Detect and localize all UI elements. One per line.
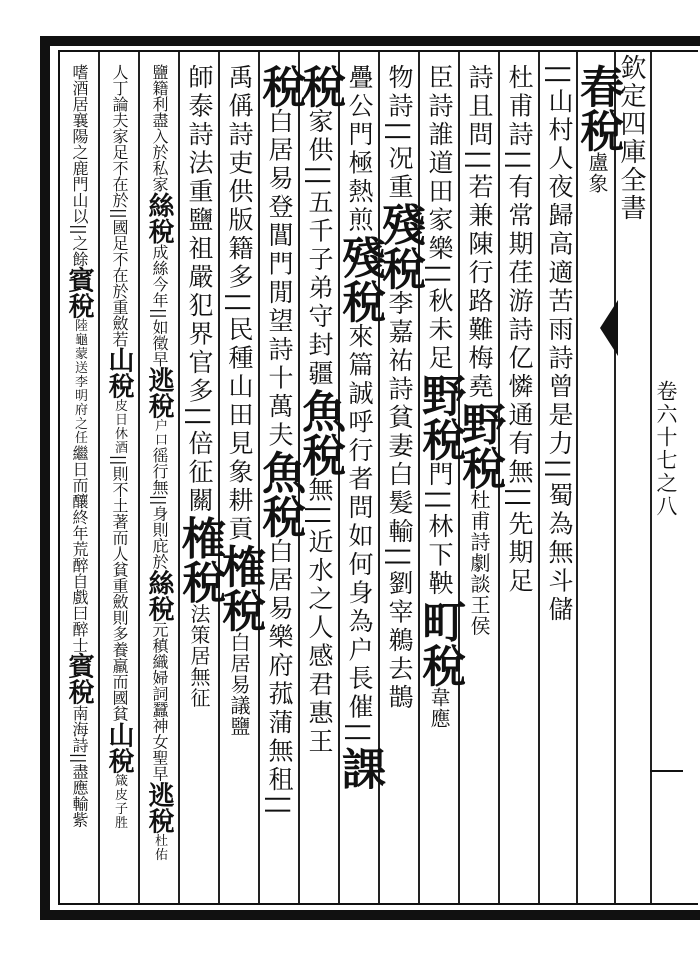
body-text: 嗜酒居襄陽之鹿門山以||之餘	[70, 64, 89, 267]
tax-term-heading: 山稅	[104, 721, 134, 774]
text-column	[414, 64, 465, 904]
tax-term-heading: 殘稅	[374, 201, 425, 290]
tax-term-heading: 榷稅	[174, 515, 225, 604]
tax-term-heading: 野稅	[414, 372, 465, 461]
tax-term-heading: 課	[334, 745, 385, 790]
small-annotation: 陸龜蒙送李明府之任	[72, 318, 87, 445]
text-column	[294, 64, 345, 904]
tax-term-heading: 逃稅	[144, 366, 174, 419]
body-text: 徭行無||身則庇於	[150, 446, 169, 570]
text-column	[572, 64, 623, 904]
tax-term-heading: 魚稅	[294, 388, 345, 477]
small-annotation: 法策居無征	[187, 603, 211, 709]
tax-term-heading: 賓稅	[64, 652, 94, 705]
tax-term-heading: 春稅	[572, 64, 623, 152]
tax-term-heading: 逃稅	[144, 781, 174, 834]
body-text: 門||林下鞅	[425, 460, 454, 599]
strip-dash	[650, 770, 683, 772]
text-column	[100, 64, 138, 904]
body-text: 禹偁詩吏供版籍多||民種山田見象耕貢	[225, 64, 254, 544]
body-text: ||山村人夜歸高適苦雨詩曾是力||蜀為無斗儲	[545, 64, 574, 625]
tax-term-heading: 町稅	[414, 598, 465, 687]
body-text: 元稹織婦詞蠶神女聖早	[150, 621, 169, 782]
body-text: 繼日而釀終年荒醉自戲曰醉士	[70, 444, 89, 653]
text-column	[214, 64, 265, 904]
tax-term-heading: 殘稅	[334, 235, 385, 323]
text-column	[454, 64, 505, 904]
book-title: 欽定四庫全書	[616, 54, 646, 222]
body-text: 人丁論夫家足不在於||國足不在於重斂若	[110, 64, 129, 347]
body-text: 詩且問||若兼陳行路難梅堯	[465, 64, 494, 402]
body-text: 白居易登閶門閒望詩十萬夫	[265, 108, 294, 450]
body-text: 李嘉祐詩貧妻白髮輸||劉宰鵜去鵲	[385, 289, 414, 713]
small-annotation: 盧象	[585, 152, 609, 194]
small-annotation: 杜佑	[152, 833, 167, 862]
tax-term-heading: 稅	[294, 64, 345, 108]
text-column	[60, 64, 98, 904]
text-column	[374, 64, 425, 904]
body-text: 無||近水之人感君惠王	[305, 476, 334, 757]
body-text: 南海詩||盡應輸紫	[70, 704, 89, 828]
body-text: 杜甫詩||有常期荏游詩亿憐通有無||先期足	[505, 64, 534, 597]
tax-term-heading: 絲稅	[144, 192, 174, 244]
body-text: 家供||五千子弟守封疆	[305, 108, 334, 389]
tax-term-heading: 賓稅	[64, 266, 94, 319]
text-column	[174, 64, 225, 904]
small-annotation: 白居易議鹽	[227, 631, 251, 737]
tax-term-heading: 榷稅	[214, 543, 265, 632]
text-column	[500, 64, 538, 904]
small-annotation: 杜甫詩劇談王侯	[467, 489, 491, 637]
tax-term-heading: 絲稅	[144, 569, 174, 622]
body-text: 物詩||况重	[385, 64, 414, 202]
small-annotation: 韋應	[427, 686, 451, 729]
body-text: 臣詩誰道田家樂||秋未足	[425, 64, 454, 373]
body-text: 鹽籍利盡入於私家	[150, 64, 169, 192]
juan-number: 卷六十七之八	[654, 380, 678, 518]
body-text: 師泰詩法重鹽祖嚴犯界官多||倍征關	[185, 64, 214, 516]
text-column	[540, 64, 578, 904]
small-annotation: 皮日休酒	[112, 398, 127, 455]
tax-term-heading: 野稅	[454, 401, 505, 490]
small-annotation: 户口	[152, 418, 167, 447]
tax-term-heading: 山稅	[104, 346, 134, 399]
text-column	[334, 64, 385, 904]
tax-term-heading: 魚稅	[254, 450, 305, 538]
tax-term-heading: 稅	[254, 64, 305, 108]
body-text: 成絲今年||如徵早	[150, 244, 169, 367]
body-text: 疊公門極熱煎	[345, 64, 374, 235]
small-annotation: 箴皮子胜	[112, 773, 127, 830]
body-text: 來篇誠呼行者問如何身為户長催||	[345, 323, 374, 746]
text-column	[140, 64, 178, 904]
body-text: ||則不土著而人貧重斂則多養羸而國貧	[110, 454, 129, 722]
body-text: 白居易樂府菰蒲無租||	[265, 538, 294, 819]
text-column	[254, 64, 305, 904]
